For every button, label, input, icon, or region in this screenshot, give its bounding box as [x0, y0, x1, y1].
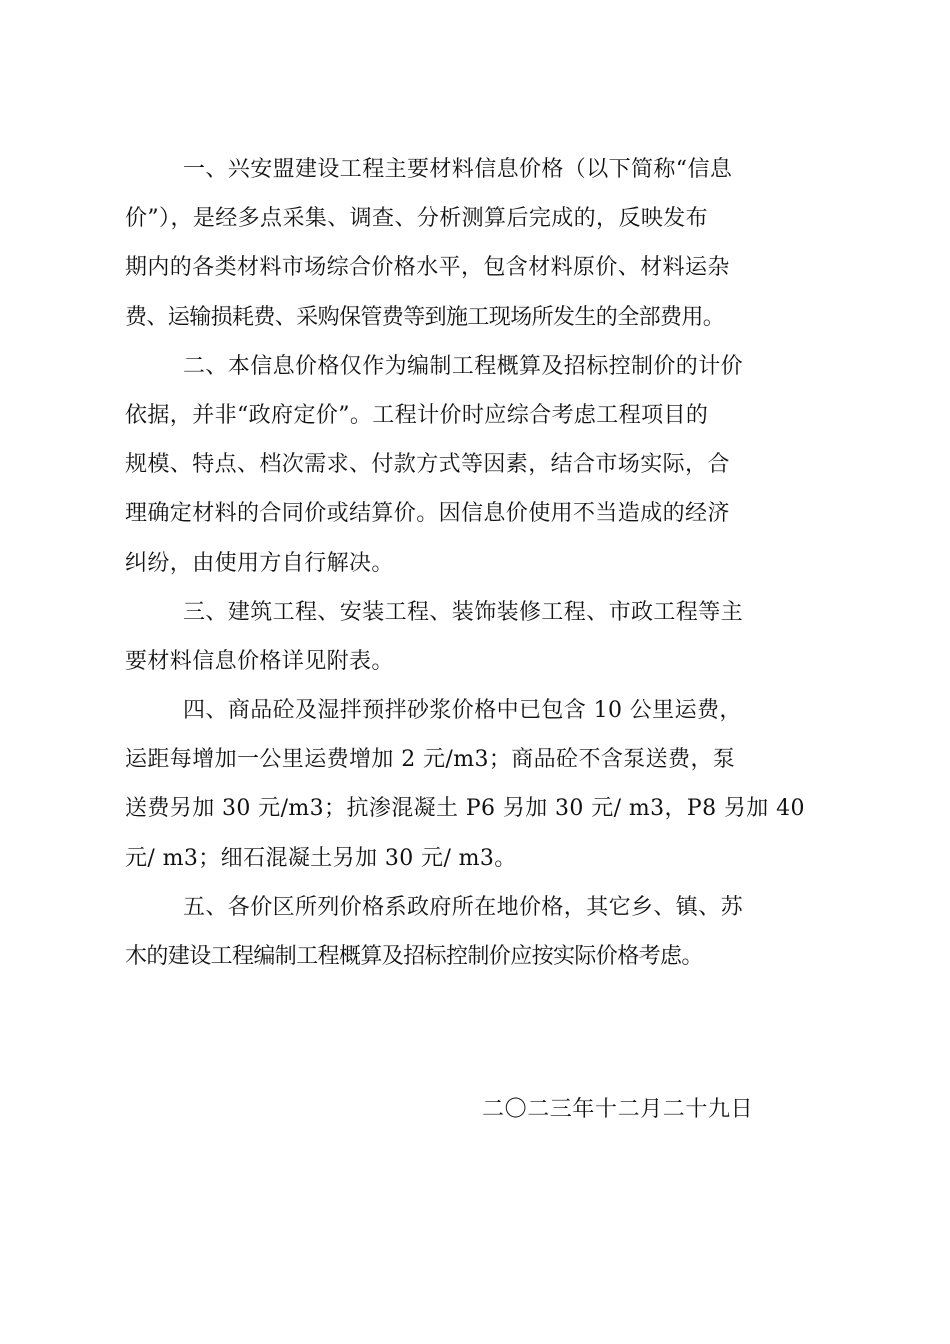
paragraph-line: 木的建设工程编制工程概算及招标控制价应按实际价格考虑。 [125, 944, 703, 969]
document-body [125, 145, 825, 981]
paragraph-line: 元/ m3；细石混凝土另加 30 元/ m3。 [125, 845, 517, 871]
paragraph-3 [125, 588, 825, 686]
paragraph-line: 运距每增加一公里运费增加 2 元/m3；商品砼不含泵送费，泵 [125, 747, 736, 773]
paragraph-line: 一、兴安盟建设工程主要材料信息价格（以下简称“信息 [183, 157, 733, 182]
paragraph-line: 纠纷，由使用方自行解决。 [125, 550, 394, 576]
paragraph-line: 要材料信息价格详见附表。 [125, 648, 394, 674]
paragraph-line: 期内的各类材料市场综合价格水平，包含材料原价、材料运杂 [125, 255, 730, 281]
paragraph-line: 费、运输损耗费、采购保管费等到施工现场所发生的全部费用。 [125, 304, 725, 330]
paragraph-5 [125, 883, 825, 981]
paragraph-line: 理确定材料的合同价或结算价。因信息价使用不当造成的经济 [125, 501, 730, 527]
paragraph-line: 五、各价区所列价格系政府所在地价格，其它乡、镇、苏 [183, 894, 744, 920]
paragraph-line: 送费另加 30 元/m3；抗渗混凝土 P6 另加 30 元/ m3，P8 另加 40 [125, 796, 805, 822]
paragraph-line: 价”），是经多点采集、调查、分析测算后完成的，反映发布 [125, 206, 709, 232]
paragraph-line: 四、商品砼及湿拌预拌砂浆价格中已包含 10 公里运费， [183, 698, 742, 724]
paragraph-line: 二、本信息价格仅作为编制工程概算及招标控制价的计价 [183, 353, 744, 379]
paragraph-1 [125, 145, 825, 342]
paragraph-line: 依据，并非“政府定价”。工程计价时应综合考虑工程项目的 [125, 402, 709, 428]
paragraph-line: 三、建筑工程、安装工程、装饰装修工程、市政工程等主 [183, 599, 744, 625]
paragraph-2 [125, 342, 825, 588]
document-date: 二〇二三年十二月二十九日 [482, 1097, 754, 1122]
paragraph-4 [125, 686, 825, 883]
paragraph-line: 规模、特点、档次需求、付款方式等因素，结合市场实际，合 [125, 452, 730, 478]
